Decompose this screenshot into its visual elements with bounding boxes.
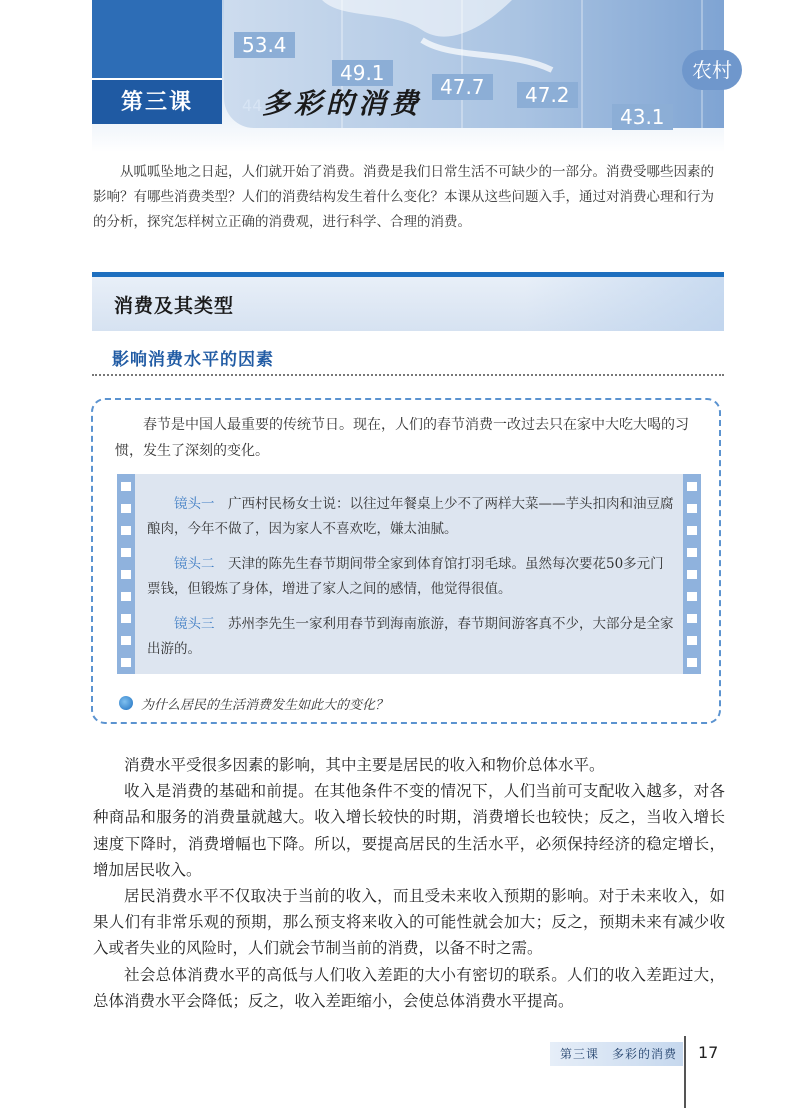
banner-number: 53.4 (234, 32, 295, 58)
banner-number: 49.1 (332, 60, 393, 86)
film-edge-right (683, 474, 701, 674)
film-hole (687, 658, 697, 667)
shot-text: 苏州李先生一家利用春节到海南旅游，春节期间游客真不少，大部分是全家出游的。 (147, 616, 674, 657)
lesson-label: 第三课 (92, 78, 222, 124)
shot-paragraph (147, 612, 675, 662)
body-paragraph: 居民消费水平不仅取决于当前的收入，而且受未来收入预期的影响。对于未来收入，如果人们有非常乐观的预期，那么预支将来收入的可能性就会加大；反之，预期未来有减少收入或者失业的风险时，人们就会节制当前的消费，以备不时之需。 (93, 887, 725, 958)
film-hole (121, 526, 131, 535)
subsection-title: 影响消费水平的因素 (112, 350, 274, 370)
film-hole (121, 658, 131, 667)
film-text (147, 492, 675, 672)
footer-divider (684, 1036, 686, 1108)
discussion-question: 为什么居民的生活消费发生如此大的变化？ (141, 698, 389, 713)
question-bullet-icon (119, 696, 133, 710)
dotted-divider (92, 374, 724, 376)
banner-number: 44 (242, 96, 263, 115)
film-hole (687, 570, 697, 579)
banner-number: 47.2 (517, 82, 578, 108)
shot-label: 镜头三 (174, 616, 215, 632)
film-hole (687, 482, 697, 491)
shot-paragraph (147, 492, 675, 542)
banner-number: 47.7 (432, 74, 493, 100)
section-header (92, 272, 724, 331)
film-hole (121, 504, 131, 513)
lesson-banner (92, 0, 732, 152)
film-hole (121, 592, 131, 601)
film-hole (687, 636, 697, 645)
film-strip-panel (117, 474, 701, 674)
body-paragraph: 社会总体消费水平的高低与人们收入差距的大小有密切的联系。人们的收入差距过大，总体消费水平会降低；反之，收入差距缩小，会使总体消费水平提高。 (93, 965, 725, 1010)
page-number: 17 (698, 1043, 719, 1062)
film-hole (687, 504, 697, 513)
section-title: 消费及其类型 (114, 295, 235, 317)
film-hole (121, 636, 131, 645)
film-hole (121, 570, 131, 579)
shot-label: 镜头二 (174, 556, 215, 572)
film-hole (687, 526, 697, 535)
body-text (93, 752, 725, 1014)
lesson-intro: 从呱呱坠地之日起，人们就开始了消费。消费是我们日常生活不可缺少的一部分。消费受哪些因素的影响？有哪些消费类型？人们的消费结构发生着什么变化？本课从这些问题入手，通过对消费心理和行为的分析，探究怎样树立正确的消费观，进行科学、合理的消费。 (93, 164, 714, 230)
banner-number: 43.1 (612, 104, 673, 130)
film-hole (121, 548, 131, 557)
film-hole (687, 548, 697, 557)
section-header-fade (524, 277, 724, 331)
lesson-box (92, 0, 222, 122)
film-edge-left (117, 474, 135, 674)
film-hole (687, 592, 697, 601)
shot-paragraph (147, 552, 675, 602)
case-intro: 春节是中国人最重要的传统节日。现在，人们的春节消费一改过去只在家中大吃大喝的习惯，发生了深刻的变化。 (115, 417, 689, 459)
shot-text: 天津的陈先生春节期间带全家到体育馆打羽毛球。虽然每次要花50多元门票钱，但锻炼了身体，增进了家人之间的感情，他觉得很值。 (147, 556, 664, 597)
lesson-title: 多彩的消费 (262, 87, 423, 120)
banner-tag: 农村 (682, 50, 742, 90)
case-study-box (91, 398, 721, 724)
film-hole (121, 614, 131, 623)
shot-text: 广西村民杨女士说：以往过年餐桌上少不了两样大菜——芋头扣肉和油豆腐酿肉，今年不做了，因为家人不喜欢吃，嫌太油腻。 (147, 496, 674, 537)
footer-lesson-label: 第三课 多彩的消费 (550, 1042, 683, 1066)
film-hole (121, 482, 131, 491)
film-hole (687, 614, 697, 623)
body-paragraph: 收入是消费的基础和前提。在其他条件不变的情况下，人们当前可支配收入越多，对各种商品和服务的消费量就越大。收入增长较快的时期，消费增长也较快；反之，当收入增长速度下降时，消费增幅也下降。所以，要提高居民的生活水平，必须保持经济的稳定增长，增加居民收入。 (93, 782, 725, 879)
body-paragraph: 消费水平受很多因素的影响，其中主要是居民的收入和物价总体水平。 (124, 756, 605, 774)
shot-label: 镜头一 (174, 496, 215, 512)
